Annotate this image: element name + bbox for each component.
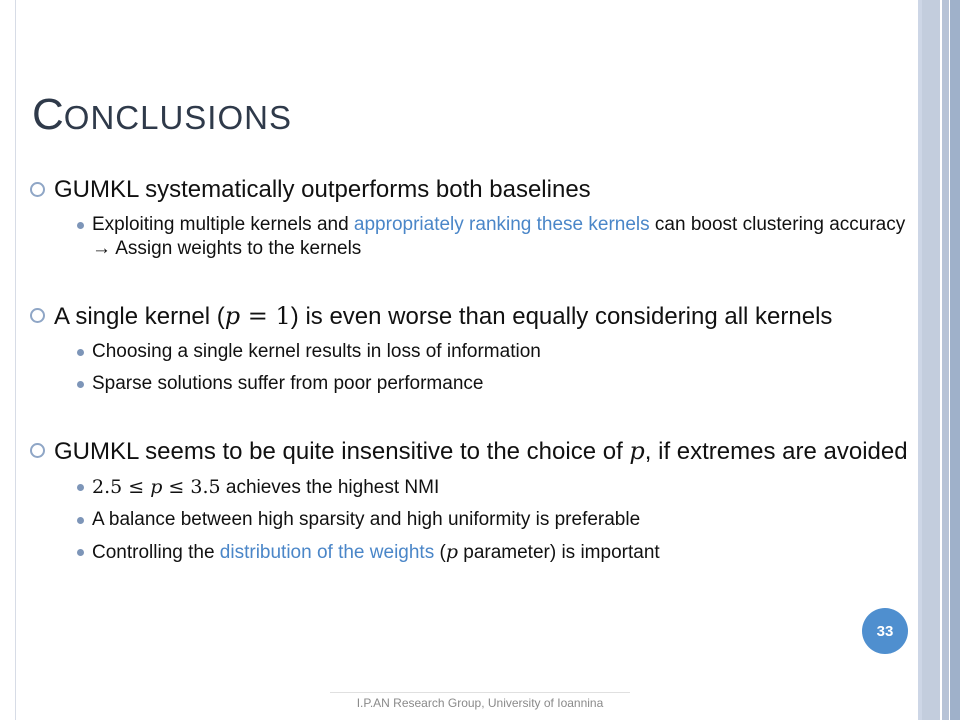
dot-bullet-icon — [77, 484, 84, 491]
slide-right-rail — [950, 0, 960, 720]
dot-bullet-icon — [77, 349, 84, 356]
sub-bullet-point — [30, 340, 910, 364]
sub-bullet-point — [30, 540, 910, 565]
bullet-point — [30, 436, 910, 467]
math-expression: = 1 — [240, 302, 291, 330]
slide-right-rail — [922, 0, 940, 720]
sub-bullet-text: achieves the highest NMI — [220, 477, 440, 498]
sub-bullet-point — [30, 372, 910, 396]
sub-bullet-point — [30, 213, 910, 261]
bullet-point — [30, 301, 910, 332]
sub-bullet-text: parameter) is important — [457, 542, 660, 563]
math-variable: p — [150, 476, 163, 498]
bullet-point — [30, 175, 910, 205]
slide-content — [30, 175, 910, 565]
math-variable: p — [629, 437, 645, 465]
page-number-badge: 33 — [862, 608, 908, 654]
sub-bullet-text: A balance between high sparsity and high uniformity is preferable — [92, 509, 641, 530]
bullet-text: ) is even worse than equally considering all kernels — [290, 303, 833, 330]
bullet-text: GUMKL seems to be quite insensitive to the choice of — [54, 438, 630, 465]
math-expression: 2.5 ≤ — [92, 476, 151, 498]
sub-bullet-text: ( — [434, 542, 446, 563]
sub-bullet-text: can boost clustering accuracy → Assign weights to the kernels — [92, 214, 906, 259]
sub-bullet-text: Exploiting multiple kernels and — [92, 214, 354, 235]
slide-right-rail — [942, 0, 949, 720]
footer-divider — [330, 692, 630, 693]
bullet-text: GUMKL systematically outperforms both baselines — [54, 176, 591, 203]
highlighted-text: distribution of the weights — [219, 542, 435, 563]
bullet-text: A single kernel ( — [54, 303, 225, 330]
math-variable: p — [224, 302, 241, 330]
sub-bullet-text: Sparse solutions suffer from poor performance — [92, 373, 484, 394]
sub-bullet-text: Controlling the — [92, 542, 220, 563]
dot-bullet-icon — [77, 517, 84, 524]
dot-bullet-icon — [77, 549, 84, 556]
sub-bullet-text: Choosing a single kernel results in loss of information — [92, 341, 541, 362]
circle-bullet-icon — [30, 443, 45, 458]
slide-title-initial: C — [32, 90, 64, 139]
slide-left-border — [0, 0, 16, 720]
slide-footer: I.P.AN Research Group, University of Ioannina — [356, 696, 604, 710]
sub-bullet-point — [30, 475, 910, 500]
dot-bullet-icon — [77, 222, 84, 229]
bullet-text: , if extremes are avoided — [644, 438, 908, 465]
dot-bullet-icon — [77, 381, 84, 388]
highlighted-text: appropriately ranking these kernels — [353, 214, 650, 235]
math-expression: ≤ 3.5 — [162, 476, 221, 498]
circle-bullet-icon — [30, 182, 45, 197]
slide-title-rest: ONCLUSIONS — [63, 99, 292, 136]
sub-bullet-point — [30, 508, 910, 532]
slide-title — [32, 90, 292, 140]
math-variable: p — [445, 541, 458, 563]
circle-bullet-icon — [30, 308, 45, 323]
